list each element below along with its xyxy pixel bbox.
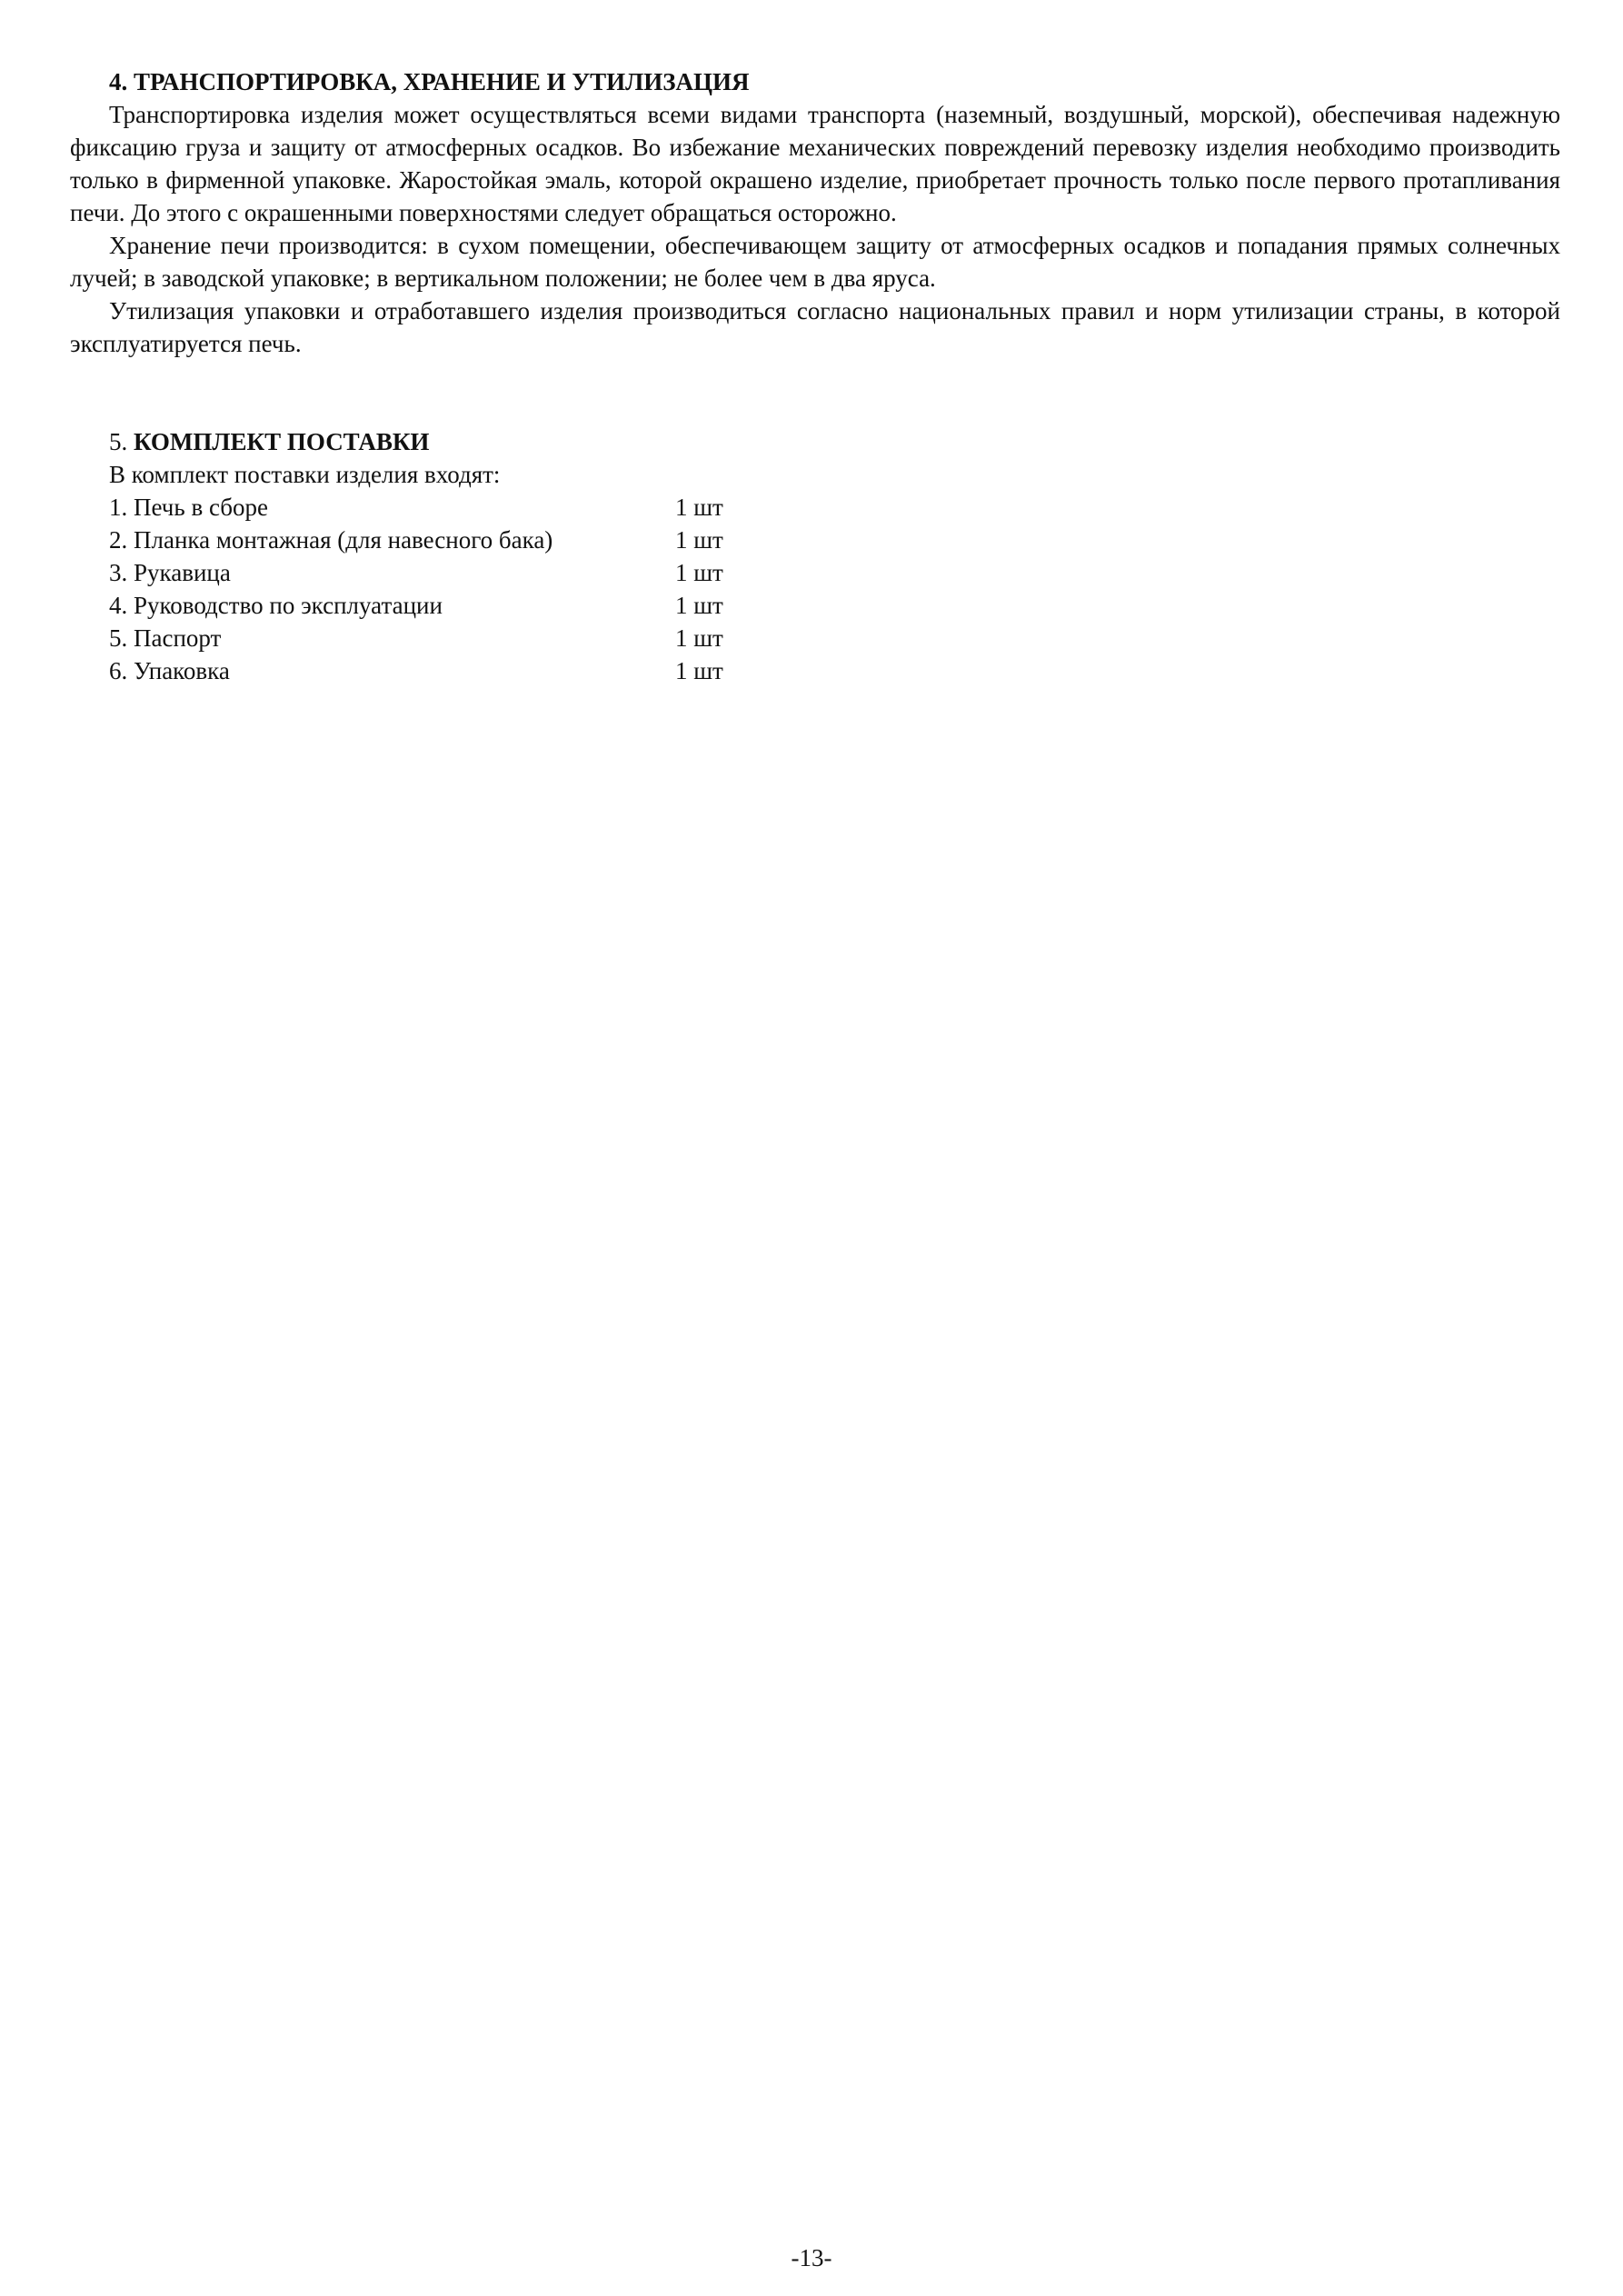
section-5-number: 5. [109, 428, 128, 455]
section-transport-storage-disposal [70, 65, 1560, 360]
paragraph-disposal: Утилизация упаковки и отработавшего изделия производиться согласно национальных правил и норм утилизации страны, в которой эксплуатируется печь. [70, 297, 1560, 357]
item-quantity: 1 шт [675, 657, 723, 684]
item-name: 2. Планка монтажная (для навесного бака) [109, 526, 553, 554]
item-name: 6. Упаковка [109, 657, 230, 684]
item-quantity: 1 шт [675, 494, 723, 521]
section-delivery-set [70, 425, 1560, 687]
delivery-set-list [70, 491, 1560, 687]
item-quantity: 1 шт [675, 559, 723, 586]
item-name: 5. Паспорт [109, 624, 222, 652]
list-item [109, 622, 1560, 654]
item-name: 4. Руководство по эксплуатации [109, 592, 443, 619]
page-number: -13- [791, 2244, 832, 2271]
list-item [109, 654, 1560, 687]
item-quantity: 1 шт [675, 624, 723, 652]
page-content [70, 65, 1560, 687]
list-item [109, 524, 1560, 556]
section-5-title-text: КОМПЛЕКТ ПОСТАВКИ [134, 428, 430, 455]
item-quantity: 1 шт [675, 592, 723, 619]
delivery-set-intro: В комплект поставки изделия входят: [109, 461, 501, 488]
list-item [109, 556, 1560, 589]
item-name: 3. Рукавица [109, 559, 231, 586]
list-item [109, 589, 1560, 622]
item-quantity: 1 шт [675, 526, 723, 554]
list-item [109, 491, 1560, 524]
paragraph-storage: Хранение печи производится: в сухом помещении, обеспечивающем защиту от атмосферных осадков и попадания прямых солнечных лучей; в заводской упаковке; в вертикальном положении; не более чем в два яруса. [70, 232, 1560, 292]
section-4-title: 4. ТРАНСПОРТИРОВКА, ХРАНЕНИЕ И УТИЛИЗАЦИЯ [109, 68, 750, 95]
paragraph-transport: Транспортировка изделия может осуществляться всеми видами транспорта (наземный, воздушный, морской), обеспечивая надежную фиксацию груза и защиту от атмосферных осадков. Во избежание механических повреждений перевозку изделия необходимо производить только в фирменной упаковке. Жаростойкая эмаль, которой окрашено изделие, приобретает прочность только после первого протапливания печи. До этого с окрашенными поверхностями следует обращаться осторожно. [70, 101, 1560, 226]
section-5-title [70, 425, 1560, 458]
item-name: 1. Печь в сборе [109, 494, 268, 521]
